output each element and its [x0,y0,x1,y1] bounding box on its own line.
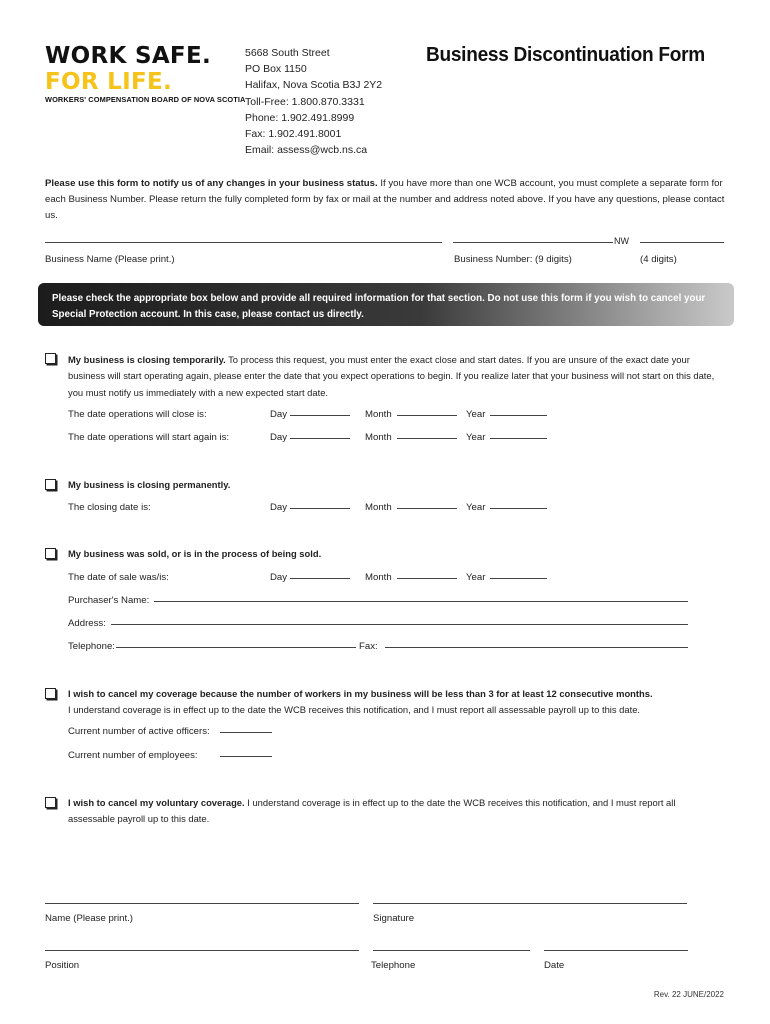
purchaser-telephone-label: Telephone: [68,641,115,652]
purchaser-address-field[interactable] [111,624,688,625]
section-voluntary-text [68,795,693,828]
closing-date-label: The closing date is: [68,502,151,513]
position-field[interactable] [45,950,359,951]
logo-work-safe: WORK SAFE. [45,43,211,69]
close-year-field[interactable] [490,415,547,416]
signer-name-label: Name (Please print.) [45,913,133,924]
employees-field[interactable] [220,756,272,757]
sale-day-field[interactable] [290,578,350,579]
section-temporary-desc: To process this request, you must enter the exact close and start dates. If you are unsure of the exact date your business will start operating again, please enter the date that you expect operations to begin. If you realize later that your business will not start on this date, you must notify us immediately with a new expected start date. [68,354,715,398]
purchaser-fax-label: Fax: [359,641,378,652]
closing-year-field[interactable] [490,508,547,509]
start-month-label: Month [365,432,392,443]
start-year-label: Year [466,432,486,443]
toll-free-line: Toll-Free: 1.800.870.3331 [245,95,365,108]
purchaser-fax-field[interactable] [385,647,688,648]
section-sold-heading [68,546,321,562]
sale-date-label: The date of sale was/is: [68,572,169,583]
section-permanent-heading [68,477,230,493]
closing-permanently-checkbox[interactable] [45,479,56,490]
section-temporary-heading: My business is closing temporarily. [68,354,226,365]
start-day-field[interactable] [290,438,350,439]
close-day-field[interactable] [290,415,350,416]
intro-bold: Please use this form to notify us of any changes in your business status. [45,178,378,189]
start-month-field[interactable] [397,438,457,439]
sale-month-field[interactable] [397,578,457,579]
active-officers-label: Current number of active officers: [68,726,210,737]
signature-field[interactable] [373,903,687,904]
closing-month-label: Month [365,502,392,513]
section-voluntary-heading: I wish to cancel my voluntary coverage. [68,797,245,808]
start-day-label: Day [270,432,288,443]
section-sold-heading-text: My business was sold, or is in the process of being sold. [68,548,322,559]
section-voluntary-desc: I understand coverage is in effect up to the date the WCB receives this notification, and I must report all assessable payroll up to this date. [68,797,676,825]
section-temporary-text [68,352,728,401]
sale-day-label: Day [270,572,288,583]
signer-telephone-field[interactable] [373,950,530,951]
instruction-banner-text: Please check the appropriate box below and provide all required information for that section. Do not use this form if you wish to cancel your Special Protection account. In this case, please contact us directly. [52,293,706,320]
purchaser-telephone-field[interactable] [116,647,356,648]
business-name-field[interactable] [45,242,442,243]
signature-label: Signature [373,913,415,924]
close-year-label: Year [466,409,486,420]
email-line: Email: assess@wcb.ns.ca [245,144,368,157]
business-number-label: Business Number: (9 digits) [454,254,572,265]
phone-line: Phone: 1.902.491.8999 [245,111,355,124]
close-day-label: Day [270,409,288,420]
address-line: Halifax, Nova Scotia B3J 2Y2 [245,79,383,92]
closing-temporarily-checkbox[interactable] [45,353,56,364]
purchaser-address-label: Address: [68,618,106,629]
revision-label: Rev. 22 JUNE/2022 [653,990,724,999]
logo-for-life: FOR LIFE. [45,69,173,95]
purchaser-name-field[interactable] [154,601,688,602]
closing-day-label: Day [270,502,288,513]
signature-date-field[interactable] [544,950,688,951]
address-line: 5668 South Street [245,47,330,59]
close-month-field[interactable] [397,415,457,416]
close-month-label: Month [365,409,392,420]
cancel-voluntary-coverage-checkbox[interactable] [45,797,56,808]
close-date-label: The date operations will close is: [68,409,207,420]
start-date-label: The date operations will start again is: [68,432,230,443]
sale-month-label: Month [365,572,392,583]
intro-rest: If you have more than one WCB account, you must complete a separate form for each Business Number. Please return the fully completed form by fax or mail at the number and address noted above. If you have any questions, please contact us. [45,178,725,222]
signer-telephone-label: Telephone [371,960,416,971]
nw-label: NW [614,236,629,246]
intro-text [45,176,725,225]
business-number-field[interactable] [453,242,613,243]
section-under-3-heading: I wish to cancel my coverage because the number of workers in my business will be less than 3 for at least 12 consecutive months. [68,688,653,699]
signer-name-field[interactable] [45,903,359,904]
closing-month-field[interactable] [397,508,457,509]
employees-label: Current number of employees: [68,750,198,761]
position-label: Position [45,960,80,971]
section-under-3-text [68,686,728,719]
cancel-under-3-workers-checkbox[interactable] [45,688,56,699]
address-line: PO Box 1150 [245,63,307,76]
logo-wcb-name: WORKERS' COMPENSATION BOARD OF NOVA SCOTIA [45,95,246,104]
form-title: Business Discontinuation Form [426,43,705,66]
fax-line: Fax: 1.902.491.8001 [245,128,342,141]
sale-year-label: Year [466,572,486,583]
purchaser-name-label: Purchaser's Name: [68,595,150,606]
business-name-label: Business Name (Please print.) [45,254,175,265]
wcb-address-block [245,45,382,158]
closing-day-field[interactable] [290,508,350,509]
business-number-suffix-field[interactable] [640,242,724,243]
sale-year-field[interactable] [490,578,547,579]
section-permanent-heading-text: My business is closing permanently. [68,479,231,490]
closing-year-label: Year [466,502,486,513]
start-year-field[interactable] [490,438,547,439]
signature-date-label: Date [544,960,565,971]
four-digits-label: (4 digits) [640,254,677,265]
active-officers-field[interactable] [220,732,272,733]
business-sold-checkbox[interactable] [45,548,56,559]
section-under-3-desc: I understand coverage is in effect up to the date the WCB receives this notification, and I must report all assessable payroll up to this date. [68,704,641,716]
